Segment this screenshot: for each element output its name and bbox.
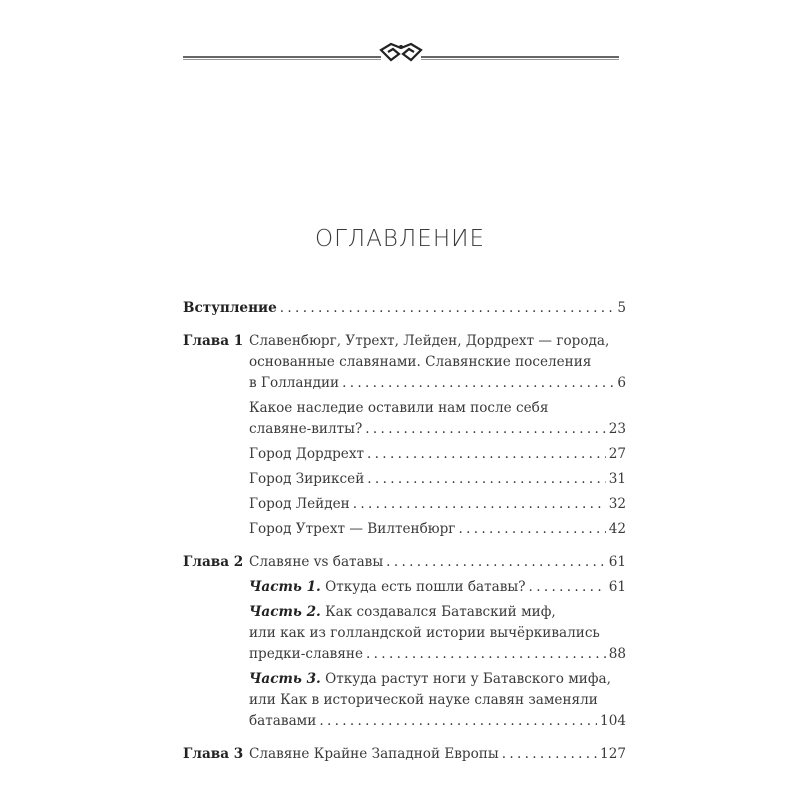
entry-line: [249, 577, 626, 598]
entry-line: [249, 373, 626, 394]
page-number: 6: [617, 375, 626, 391]
page-number: 23: [608, 421, 626, 437]
chapter-label: [183, 577, 249, 598]
entry-title: Откуда есть пошли батавы?: [325, 579, 526, 595]
chapter-label: [183, 398, 249, 440]
toc-entry[interactable]: [183, 744, 626, 765]
entry-title: Славяне vs батавы: [249, 554, 384, 570]
chapter-label: [183, 469, 249, 490]
toc-entry[interactable]: [183, 398, 626, 440]
entry-line: [249, 352, 626, 373]
table-of-contents: [183, 298, 626, 769]
entry-line: [183, 298, 626, 319]
toc-entry[interactable]: [183, 494, 626, 515]
entry-line: [249, 552, 626, 573]
chapter-label: Глава 2: [183, 554, 244, 570]
dot-leader: [365, 419, 605, 440]
dot-leader: [529, 577, 606, 598]
entry-title: предки-славяне: [249, 646, 364, 662]
part-prefix: Часть 1.: [249, 579, 321, 595]
toc-entry[interactable]: [183, 519, 626, 540]
page-number: 31: [608, 471, 626, 487]
entry-line: [249, 669, 626, 690]
toc-entry[interactable]: [183, 444, 626, 465]
entry-title: Город Утрехт — Вилтенбюрг: [249, 521, 456, 537]
dot-leader: [342, 373, 614, 394]
entry-line: [249, 398, 626, 419]
toc-entry[interactable]: [183, 552, 626, 573]
chapter-label: Глава 3: [183, 746, 244, 762]
entry-title: Вступление: [183, 300, 277, 316]
entry-title: Откуда растут ноги у Батавского мифа,: [325, 671, 611, 687]
dot-leader: [386, 552, 606, 573]
page-number: 27: [608, 446, 626, 462]
dot-leader: [458, 519, 605, 540]
toc-entry[interactable]: [183, 331, 626, 394]
entry-line: [249, 602, 626, 623]
entry-line: [249, 644, 626, 665]
chapter-label: [183, 669, 249, 732]
toc-entry[interactable]: [183, 298, 626, 319]
page-number: 32: [608, 496, 626, 512]
page-title: ОГЛАВЛЕНИЕ: [314, 226, 486, 252]
page-number: 42: [608, 521, 626, 537]
dot-leader: [353, 494, 606, 515]
chapter-label: [183, 602, 249, 665]
page-number: 127: [600, 746, 626, 762]
dot-leader: [367, 469, 605, 490]
toc-entry[interactable]: [183, 669, 626, 732]
chapter-label: [183, 519, 249, 540]
entry-title: Какое наследие оставили нам после себя: [249, 400, 549, 416]
page-number: 5: [617, 300, 626, 316]
page-number: 104: [600, 713, 626, 729]
chapter-label: [183, 494, 249, 515]
entry-title: основанные славянами. Славянские поселения: [249, 354, 592, 370]
entry-title: Город Лейден: [249, 496, 350, 512]
entry-line: [249, 494, 626, 515]
page-number: 61: [608, 579, 626, 595]
entry-line: [249, 444, 626, 465]
part-prefix: Часть 3.: [249, 671, 321, 687]
entry-line: [249, 690, 626, 711]
entry-title: в Голландии: [249, 375, 340, 391]
dot-leader: [319, 711, 597, 732]
page-number: 88: [608, 646, 626, 662]
dot-leader: [366, 644, 606, 665]
entry-title: славяне-вилты?: [249, 421, 363, 437]
toc-entry[interactable]: [183, 469, 626, 490]
page-number: 61: [608, 554, 626, 570]
part-prefix: Часть 2.: [249, 604, 321, 620]
entry-title: Как создавался Батавский миф,: [325, 604, 556, 620]
entry-line: [249, 519, 626, 540]
entry-title: батавами: [249, 713, 317, 729]
entry-title: или Как в исторической науке славян заменяли: [249, 692, 598, 708]
entry-line: [249, 744, 626, 765]
entry-title: или как из голландской истории вычёркивались: [249, 625, 600, 641]
toc-entry[interactable]: [183, 577, 626, 598]
entry-line: [249, 331, 626, 352]
dot-leader: [502, 744, 597, 765]
meander-ornament-icon: [183, 40, 619, 64]
entry-title: Город Зириксей: [249, 471, 365, 487]
entry-title: Славяне Крайне Западной Европы: [249, 746, 499, 762]
chapter-label: [183, 444, 249, 465]
entry-title: Славенбюрг, Утрехт, Лейден, Дордрехт — города,: [249, 333, 610, 349]
entry-title: Город Дордрехт: [249, 446, 365, 462]
toc-entry[interactable]: [183, 602, 626, 665]
entry-line: [249, 711, 626, 732]
entry-line: [249, 623, 626, 644]
chapter-label: Глава 1: [183, 333, 244, 349]
dot-leader: [280, 298, 615, 319]
entry-line: [249, 419, 626, 440]
entry-line: [249, 469, 626, 490]
dot-leader: [367, 444, 606, 465]
